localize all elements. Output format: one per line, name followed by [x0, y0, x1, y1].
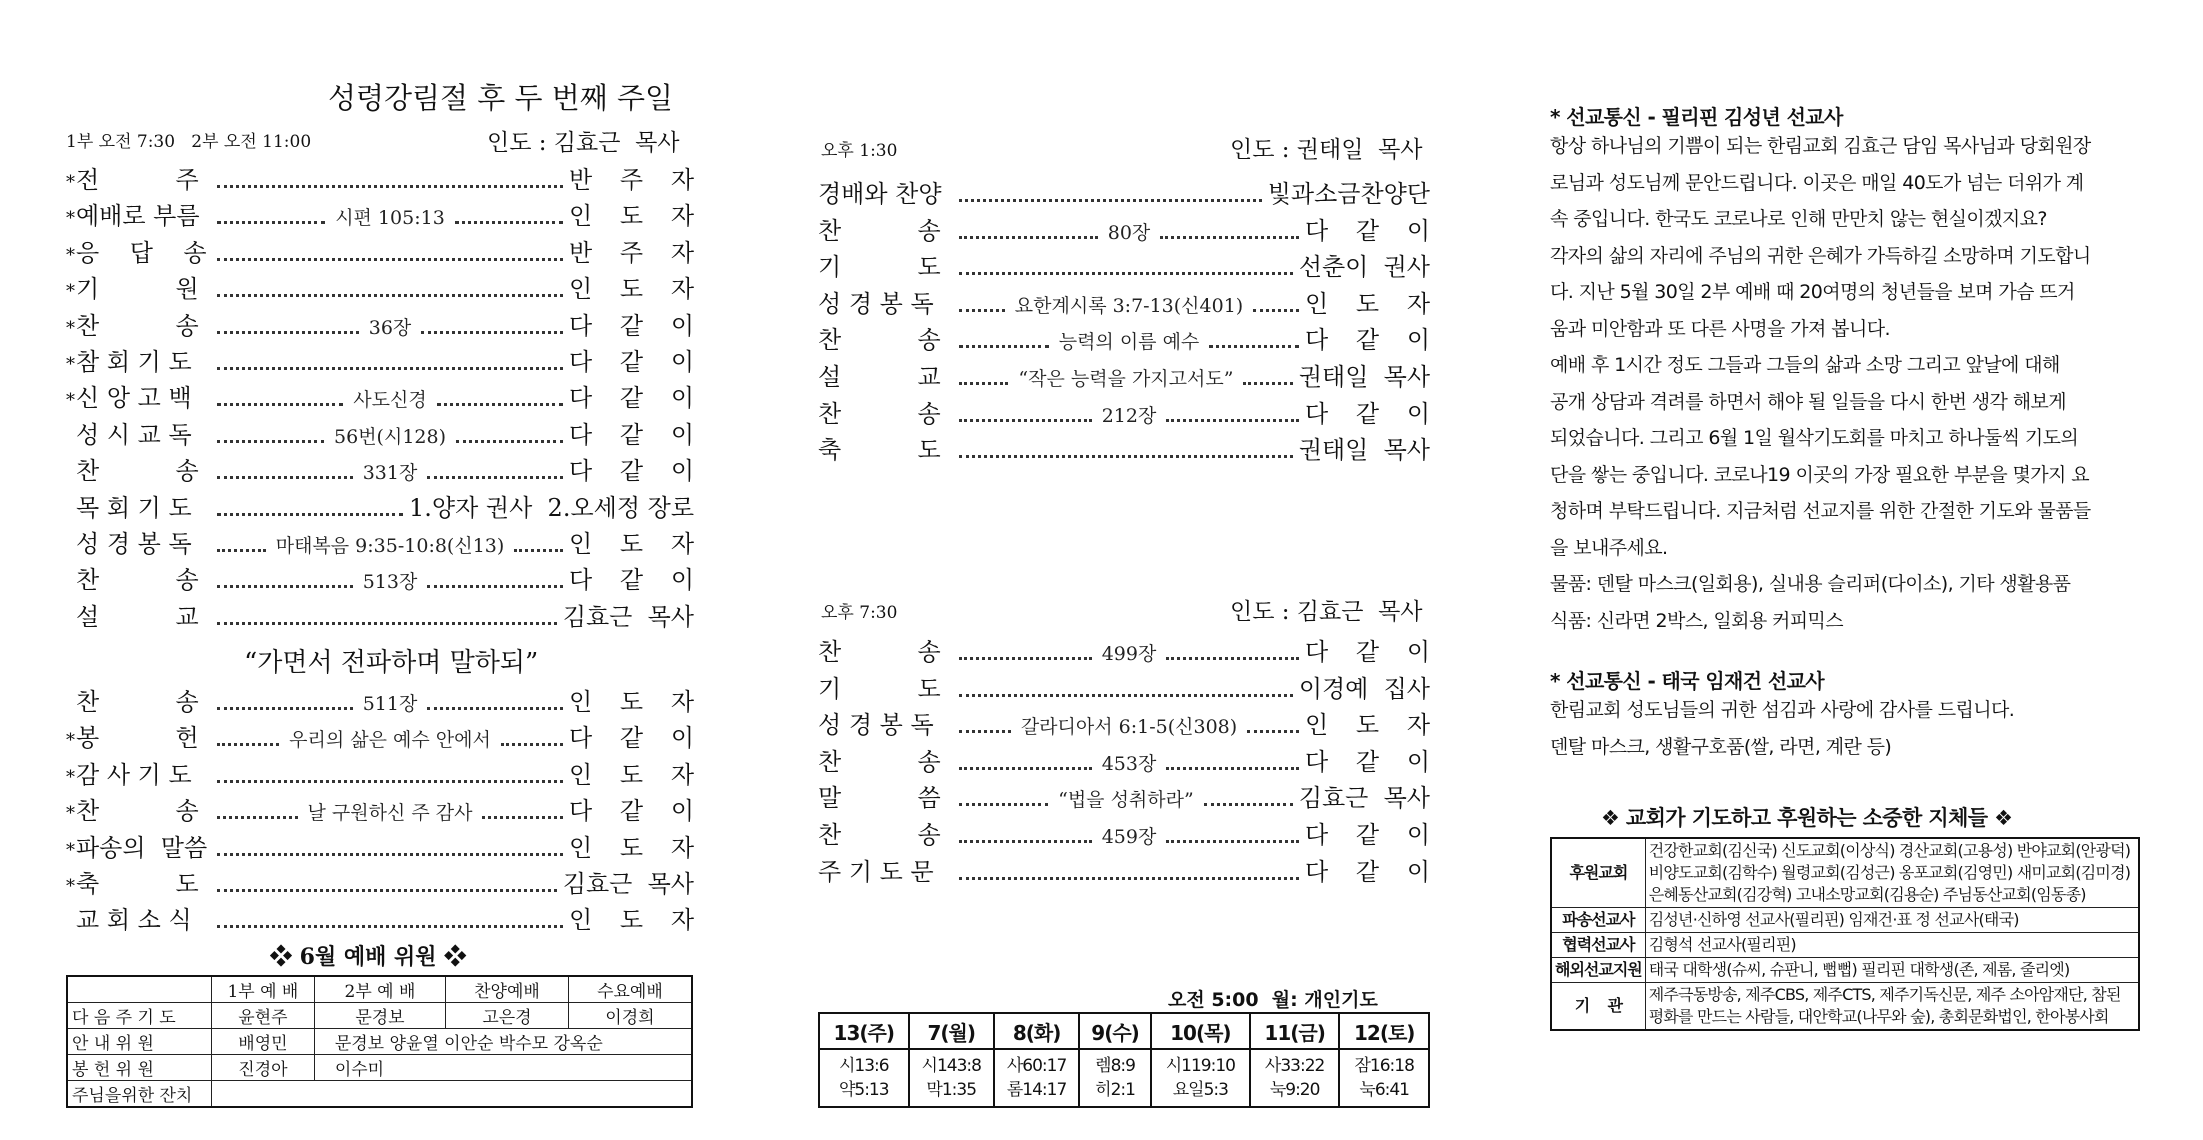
service-item-name: 찬 송	[76, 457, 199, 486]
committee-role: 안 내 위 원	[67, 1029, 212, 1055]
service-item-name: 파송의 말씀	[76, 833, 208, 862]
leader-dots	[217, 815, 298, 819]
leader-dots	[959, 693, 1293, 697]
committee-header-cell: 2부 예 배	[314, 976, 445, 1003]
service-item-name: 찬 송	[818, 747, 941, 776]
service-row	[66, 900, 694, 935]
calendar-reading	[909, 1049, 994, 1107]
leader-dots	[217, 924, 563, 928]
service-item-name: 축 도	[76, 870, 199, 898]
standing-mark: *	[66, 281, 75, 303]
committee-cell: 이수미	[314, 1055, 692, 1081]
leader-dots	[217, 852, 563, 856]
service-row	[818, 174, 1430, 209]
service-item-name: 성 경 봉 독	[818, 289, 934, 318]
letter-line: 공개 상담과 격려를 하면서 해야 될 일들을 다시 한번 생각 해보게	[1550, 390, 2067, 413]
service-row	[818, 320, 1430, 355]
service-item-person: 김효근 목사	[1298, 784, 1430, 813]
leader-dots	[217, 257, 563, 261]
committee-header-cell: 1부 예 배	[212, 976, 315, 1003]
service-item-person: 다 같 이	[1305, 747, 1430, 776]
standing-mark: *	[66, 354, 75, 375]
leader-dots	[1209, 344, 1299, 348]
service-row	[66, 560, 694, 595]
leader-dots	[217, 330, 359, 334]
committee-header-row	[67, 976, 692, 1003]
service-item-person: 권태일 목사	[1298, 436, 1430, 465]
service-item-name: 설 교	[818, 363, 941, 391]
service-item-person: 인 도 자	[569, 688, 694, 716]
leader-dots	[217, 548, 266, 552]
service-item-person: 다 같 이	[569, 724, 695, 753]
leader-dots	[217, 621, 557, 625]
letter-line: 각자의 삶의 자리에 주님의 귀한 은혜가 가득하길 소망하며 기도합니	[1550, 244, 2091, 267]
calendar-reading	[1151, 1049, 1250, 1107]
calendar-day: 7(월)	[909, 1013, 994, 1049]
leader-dots	[1247, 729, 1299, 733]
leader-dots	[217, 742, 279, 746]
support-row	[1551, 838, 2139, 908]
service-row	[66, 269, 694, 304]
leader-dots	[1160, 235, 1299, 239]
pm1-leader: 인도 : 권태일 목사	[1230, 137, 1423, 163]
service-item-detail: 사도신경	[353, 389, 427, 412]
service-item-name: 신 앙 고 백	[76, 384, 192, 413]
middle-column	[790, 0, 1470, 1140]
mission2-title: * 선교통신 - 태국 임재건 선교사	[1550, 669, 1825, 693]
service-row	[66, 682, 694, 717]
sermon-title: “가면서 전파하며 말하되”	[244, 648, 539, 678]
service-item-person: 김효근 목사	[562, 870, 694, 898]
standing-mark: *	[66, 839, 75, 861]
service-item-name: 봉 헌	[76, 724, 199, 753]
mission2-body	[1550, 692, 2190, 765]
calendar-reading	[994, 1049, 1079, 1107]
committee-title: ❖ 6월 예배 위원 ❖	[270, 944, 467, 970]
leader-dots	[217, 475, 353, 479]
letter-line: 한림교회 성도님들의 귀한 섬김과 사랑에 감사를 드립니다.	[1550, 699, 2015, 721]
pm7-leader: 인도 : 김효근 목사	[1230, 599, 1423, 625]
leader-dots	[217, 184, 563, 188]
service-item-person: 인 도 자	[569, 202, 694, 231]
leader-dots	[1166, 418, 1299, 422]
service-item-person: 1.양자 권사 2.오세정 장로	[409, 493, 694, 522]
leader-dots	[427, 475, 563, 479]
leader-dots	[217, 220, 325, 224]
service-item-person: 반 주 자	[569, 238, 694, 267]
service-item-detail: 시편 105:13	[335, 207, 445, 230]
service-item-person: 다 같 이	[569, 566, 694, 595]
service-row	[66, 828, 694, 863]
leader-dots	[217, 584, 353, 588]
calendar-reading	[819, 1049, 909, 1107]
letter-line: 물품: 덴탈 마스크(일회용), 실내용 슬리퍼(다이소), 기타 생활용품	[1550, 573, 2071, 595]
support-list: 건강한교회(김신국) 신도교회(이상식) 경산교회(고용성) 반야교회(안광덕) 비양도교회(김학수) 월령교회(김성근) 옹포교회(김영민) 새미교회(김미경) 은혜동산교회(김강혁) 고내소망교회(김용순) 주님동산교회(임동종)	[1645, 838, 2139, 908]
reading-ref: 렘8:9	[1095, 1056, 1135, 1076]
leader-dots	[217, 366, 563, 370]
standing-mark: *	[66, 803, 75, 825]
service-item-detail: 511장	[362, 693, 418, 715]
service-row	[66, 451, 694, 486]
committee-header-cell: 찬양예배	[446, 976, 569, 1003]
committee-empty-cell	[212, 1081, 693, 1108]
leader-dots	[437, 402, 563, 406]
service-row	[66, 233, 694, 268]
service-row	[66, 415, 694, 450]
service-item-name: 찬 송	[818, 326, 941, 355]
letter-line: 로님과 성도님께 문안드립니다. 이곳은 매일 40도가 넘는 더위가 계	[1550, 171, 2084, 194]
service-item-name: 예배로 부름	[76, 202, 200, 231]
service-item-person: 다 같 이	[569, 384, 695, 413]
letter-line: 움과 미안함과 또 다른 사명을 가져 봅니다.	[1550, 317, 1890, 340]
support-list: 김성년·신하영 선교사(필리핀) 임재건·표 정 선교사(태국)	[1645, 908, 2139, 933]
service-item-detail: 36장	[368, 316, 412, 339]
service-item-detail: 513장	[362, 571, 418, 594]
leader-dots	[217, 293, 563, 297]
service-row	[818, 742, 1430, 777]
service-item-detail: 459장	[1101, 826, 1157, 848]
standing-mark: *	[66, 208, 75, 230]
reading-ref: 히2:1	[1095, 1080, 1135, 1100]
service-item-name: 찬 송	[818, 638, 941, 666]
service-row	[818, 394, 1430, 429]
leader-dots	[1204, 802, 1293, 806]
leader-dots	[959, 235, 1098, 239]
service-row	[818, 669, 1430, 704]
calendar-day: 13(주)	[819, 1013, 909, 1049]
mission1-body	[1550, 128, 2190, 639]
service-item-person: 다 같 이	[1305, 216, 1430, 245]
leader-dots	[217, 512, 403, 516]
service-item-person: 다 같 이	[1305, 638, 1430, 666]
letter-line: 항상 하나님의 기쁨이 되는 한림교회 김효근 담임 목사님과 당회원장	[1550, 135, 2091, 157]
leader-dots	[959, 198, 1262, 202]
calendar-day: 9(수)	[1079, 1013, 1151, 1049]
service-row	[66, 196, 694, 231]
service-leader: 인도 : 김효근 목사	[487, 130, 680, 156]
service-row	[66, 488, 694, 523]
reading-ref: 롬14:17	[1006, 1080, 1067, 1100]
service-item-detail: 212장	[1101, 404, 1157, 427]
support-row	[1551, 908, 2139, 933]
leader-dots	[1253, 308, 1299, 312]
leader-dots	[959, 766, 1092, 770]
letter-line: 단을 쌓는 중입니다. 코로나19 이곳의 가장 필요한 부분을 몇가지 요	[1550, 463, 2089, 486]
committee-cell: 배영민	[212, 1029, 315, 1055]
leader-dots	[959, 418, 1092, 422]
service-row	[818, 211, 1430, 246]
calendar-reading	[1250, 1049, 1340, 1107]
leader-dots	[217, 888, 557, 892]
service-item-detail: 요한계시록 3:7-13(신401)	[1014, 294, 1244, 317]
support-category: 해외선교지원	[1551, 958, 1645, 983]
standing-mark: *	[66, 244, 75, 266]
service-item-detail: 56번(시128)	[334, 425, 446, 448]
reading-ref: 눅9:20	[1269, 1080, 1320, 1100]
leader-dots	[959, 271, 1293, 275]
service-item-person: 인 도 자	[569, 275, 694, 304]
service-item-name: 기 원	[76, 275, 199, 304]
service-row	[66, 306, 694, 341]
committee-header-cell	[67, 976, 212, 1003]
service-row	[66, 864, 694, 899]
service-item-name: 기 도	[818, 253, 941, 282]
service-item-detail: “작은 능력을 가지고서도”	[1018, 368, 1234, 390]
service-times: 1부 오전 7:30 2부 오전 11:00	[66, 132, 312, 152]
service-item-person: 다 같 이	[569, 420, 695, 449]
support-category: 파송선교사	[1551, 908, 1645, 933]
leader-dots	[959, 656, 1092, 660]
service-row	[818, 284, 1430, 319]
service-item-person: 선춘이 권사	[1298, 253, 1430, 282]
leader-dots	[1166, 766, 1299, 770]
service-item-detail: 마태복음 9:35-10:8(신13)	[275, 535, 505, 557]
dawn-prayer-label: 오전 5:00 월: 개인기도	[1168, 989, 1378, 1011]
support-title: ❖ 교회가 기도하고 후원하는 소중한 지체들 ❖	[1601, 806, 2013, 830]
service-item-person: 인 도 자	[569, 530, 695, 558]
leader-dots	[456, 439, 563, 443]
service-item-person: 권태일 목사	[1298, 363, 1431, 391]
committee-cell: 문경보 양윤열 이안순 박수모 강옥순	[314, 1029, 692, 1055]
service-row	[818, 815, 1430, 850]
calendar-day: 8(화)	[994, 1013, 1079, 1049]
leader-dots	[514, 548, 563, 552]
standing-mark: *	[66, 730, 75, 752]
service-item-name: 참 회 기 도	[76, 348, 192, 376]
service-item-name: 설 교	[76, 602, 199, 631]
committee-table	[66, 975, 693, 1108]
right-column	[1550, 0, 2190, 1140]
calendar-readings-row	[819, 1049, 1429, 1107]
leader-dots	[959, 839, 1092, 843]
service-item-name: 전 주	[76, 166, 199, 194]
calendar-day: 11(금)	[1250, 1013, 1340, 1049]
service-row	[818, 705, 1430, 740]
service-item-person: 다 같 이	[569, 348, 694, 376]
committee-row	[67, 1029, 692, 1055]
leader-dots	[501, 742, 563, 746]
letter-line: 식품: 신라면 2박스, 일회용 커피믹스	[1550, 609, 1844, 632]
leader-dots	[217, 779, 563, 783]
leader-dots	[427, 706, 563, 710]
reading-ref: 잠16:18	[1354, 1056, 1414, 1076]
calendar-day: 12(토)	[1339, 1013, 1429, 1049]
reading-ref: 약5:13	[838, 1080, 889, 1100]
service-item-name: 찬 송	[818, 399, 941, 428]
service-row	[818, 778, 1430, 813]
service-item-name: 경배와 찬양	[818, 180, 942, 208]
support-row	[1551, 983, 2139, 1031]
page-title: 성령강림절 후 두 번째 주일	[328, 81, 674, 115]
service-item-person: 다 같 이	[569, 457, 694, 486]
leader-dots	[959, 454, 1293, 458]
support-table	[1550, 837, 2140, 1031]
leader-dots	[217, 439, 324, 443]
standing-mark: *	[66, 172, 75, 193]
reading-ref: 시119:10	[1165, 1056, 1235, 1076]
committee-row	[67, 1003, 692, 1029]
support-category: 후원교회	[1551, 838, 1645, 908]
service-item-name: 목 회 기 도	[76, 493, 192, 522]
service-item-name: 감 사 기 도	[76, 760, 192, 789]
service-item-name: 응 답 송	[76, 238, 207, 267]
calendar-reading	[1339, 1049, 1429, 1107]
reading-ref: 시13:6	[838, 1056, 889, 1076]
service-row	[818, 430, 1430, 465]
service-item-name: 주 기 도 문	[818, 857, 934, 886]
service-item-name: 축 도	[818, 436, 941, 465]
support-row	[1551, 958, 2139, 983]
service-item-person: 다 같 이	[1305, 326, 1430, 355]
committee-role: 다 음 주 기 도	[67, 1003, 212, 1029]
service-item-detail: 날 구원하신 주 감사	[307, 802, 473, 825]
committee-row	[67, 1081, 692, 1108]
service-row	[66, 597, 694, 632]
calendar-day: 10(목)	[1151, 1013, 1250, 1049]
service-row	[818, 852, 1430, 887]
letter-line: 을 보내주세요.	[1550, 536, 1668, 559]
service-item-name: 교 회 소 식	[76, 906, 192, 935]
service-item-person: 김효근 목사	[562, 602, 694, 631]
calendar-reading	[1079, 1049, 1151, 1107]
service-item-name: 성 시 교 독	[76, 420, 192, 449]
letter-line: 되었습니다. 그리고 6월 1일 월삭기도회를 마치고 하나둘씩 기도의	[1550, 427, 2079, 449]
leader-dots	[217, 706, 353, 710]
service-item-person: 인 도 자	[569, 760, 694, 789]
service-item-detail: 331장	[362, 462, 418, 485]
service-item-name: 성 경 봉 독	[76, 530, 192, 558]
letter-line: 덴탈 마스크, 생활구호품(쌀, 라면, 계란 등)	[1550, 735, 1892, 758]
service-item-name: 찬 송	[818, 821, 941, 849]
pm1-time: 오후 1:30	[821, 141, 898, 161]
service-item-detail: 499장	[1101, 643, 1157, 665]
leader-dots	[455, 220, 563, 224]
support-list: 태국 대학생(슈씨, 슈판니, 뻡뻡) 필리핀 대학생(존, 제롬, 줄리엣)	[1645, 958, 2139, 983]
committee-cell: 이경희	[568, 1003, 692, 1029]
service-item-name: 성 경 봉 독	[818, 711, 934, 740]
reading-ref: 사60:17	[1006, 1056, 1067, 1076]
service-item-name: 말 씀	[818, 784, 941, 813]
reading-calendar	[818, 1012, 1430, 1108]
leader-dots	[1166, 656, 1299, 660]
leader-dots	[427, 584, 563, 588]
service-item-detail: 우리의 삶은 예수 안에서	[289, 729, 491, 752]
committee-role: 봉 헌 위 원	[67, 1055, 212, 1081]
service-item-detail: 80장	[1107, 221, 1151, 244]
service-item-detail: “법을 성취하라”	[1058, 789, 1194, 812]
service-row	[66, 524, 694, 559]
service-item-person: 인 도 자	[569, 833, 694, 862]
service-item-person: 다 같 이	[1305, 399, 1430, 428]
service-item-person: 다 같 이	[569, 797, 695, 826]
service-row	[818, 357, 1430, 392]
support-category: 협력선교사	[1551, 933, 1645, 958]
committee-header-cell: 수요예배	[568, 976, 692, 1003]
reading-ref: 막1:35	[926, 1080, 977, 1100]
standing-mark: *	[66, 317, 75, 339]
service-item-name: 기 도	[818, 674, 941, 703]
service-item-detail: 갈라디아서 6:1-5(신308)	[1020, 716, 1238, 739]
reading-ref: 사33:22	[1264, 1056, 1325, 1076]
service-item-person: 반 주 자	[569, 166, 694, 194]
service-row	[66, 342, 694, 377]
leader-dots	[959, 344, 1049, 348]
standing-mark: *	[66, 876, 75, 897]
leader-dots	[217, 402, 343, 406]
committee-cell: 윤현주	[212, 1003, 315, 1029]
service-item-name: 찬 송	[76, 311, 199, 340]
pm7-time: 오후 7:30	[821, 603, 898, 623]
leader-dots	[959, 308, 1005, 312]
calendar-days-row	[819, 1013, 1429, 1049]
letter-line: 다. 지난 5월 30일 2부 예배 때 20여명의 청년들을 보며 가슴 뜨거	[1550, 281, 2075, 303]
service-item-person: 인 도 자	[569, 906, 694, 935]
leader-dots	[959, 381, 1008, 385]
committee-row	[67, 1055, 692, 1081]
committee-role: 주님을위한 잔치	[67, 1081, 212, 1108]
support-category: 기 관	[1551, 983, 1645, 1031]
service-item-name: 찬 송	[76, 688, 199, 716]
support-list: 제주극동방송, 제주CBS, 제주CTS, 제주기독신문, 제주 소아암재단, 참된 평화를 만드는 사람들, 대안학교(나무와 숲), 총회문화법인, 한아봉사회	[1645, 983, 2139, 1031]
mission1-title: * 선교통신 - 필리핀 김성년 선교사	[1550, 105, 1843, 129]
committee-cell: 고은경	[446, 1003, 569, 1029]
support-list: 김형석 선교사(필리핀)	[1645, 933, 2139, 958]
leader-dots	[1243, 381, 1292, 385]
letter-line: 속 중입니다. 한국도 코로나로 인해 만만치 않는 현실이겠지요?	[1550, 208, 2047, 230]
service-item-person: 다 같 이	[1305, 857, 1430, 886]
reading-ref: 눅6:41	[1359, 1080, 1409, 1100]
service-item-person: 빛과소금찬양단	[1267, 180, 1430, 208]
service-item-detail: 능력의 이름 예수	[1058, 331, 1200, 354]
left-column	[0, 0, 720, 1140]
reading-ref: 요일5:3	[1172, 1080, 1228, 1100]
service-item-detail: 453장	[1101, 752, 1157, 775]
letter-line: 예배 후 1시간 정도 그들과 그들의 삶과 소망 그리고 앞날에 대해	[1550, 354, 2060, 376]
service-row	[66, 791, 694, 826]
service-item-name: 찬 송	[76, 566, 199, 595]
service-item-person: 다 같 이	[1305, 821, 1430, 849]
standing-mark: *	[66, 390, 75, 412]
leader-dots	[959, 729, 1011, 733]
committee-cell: 진경아	[212, 1055, 315, 1081]
letter-line: 청하며 부탁드립니다. 지금처럼 선교지를 위한 간절한 기도와 물품들	[1550, 500, 2091, 522]
service-item-person: 다 같 이	[569, 311, 694, 340]
committee-cell: 문경보	[314, 1003, 445, 1029]
leader-dots	[959, 876, 1299, 880]
service-row	[818, 247, 1430, 282]
service-row	[66, 755, 694, 790]
leader-dots	[421, 330, 563, 334]
service-row	[66, 160, 694, 195]
service-item-person: 인 도 자	[1305, 711, 1430, 740]
leader-dots	[1166, 839, 1299, 843]
reading-ref: 시143:8	[921, 1056, 981, 1076]
leader-dots	[959, 802, 1048, 806]
service-item-name: 찬 송	[818, 216, 941, 245]
service-item-name: 찬 송	[76, 797, 199, 826]
service-item-person: 인 도 자	[1305, 289, 1430, 318]
support-row	[1551, 933, 2139, 958]
leader-dots	[482, 815, 563, 819]
service-row	[66, 378, 694, 413]
service-row	[818, 632, 1430, 667]
standing-mark: *	[66, 766, 75, 788]
service-row	[66, 718, 694, 753]
service-item-person: 이경예 집사	[1298, 674, 1430, 703]
